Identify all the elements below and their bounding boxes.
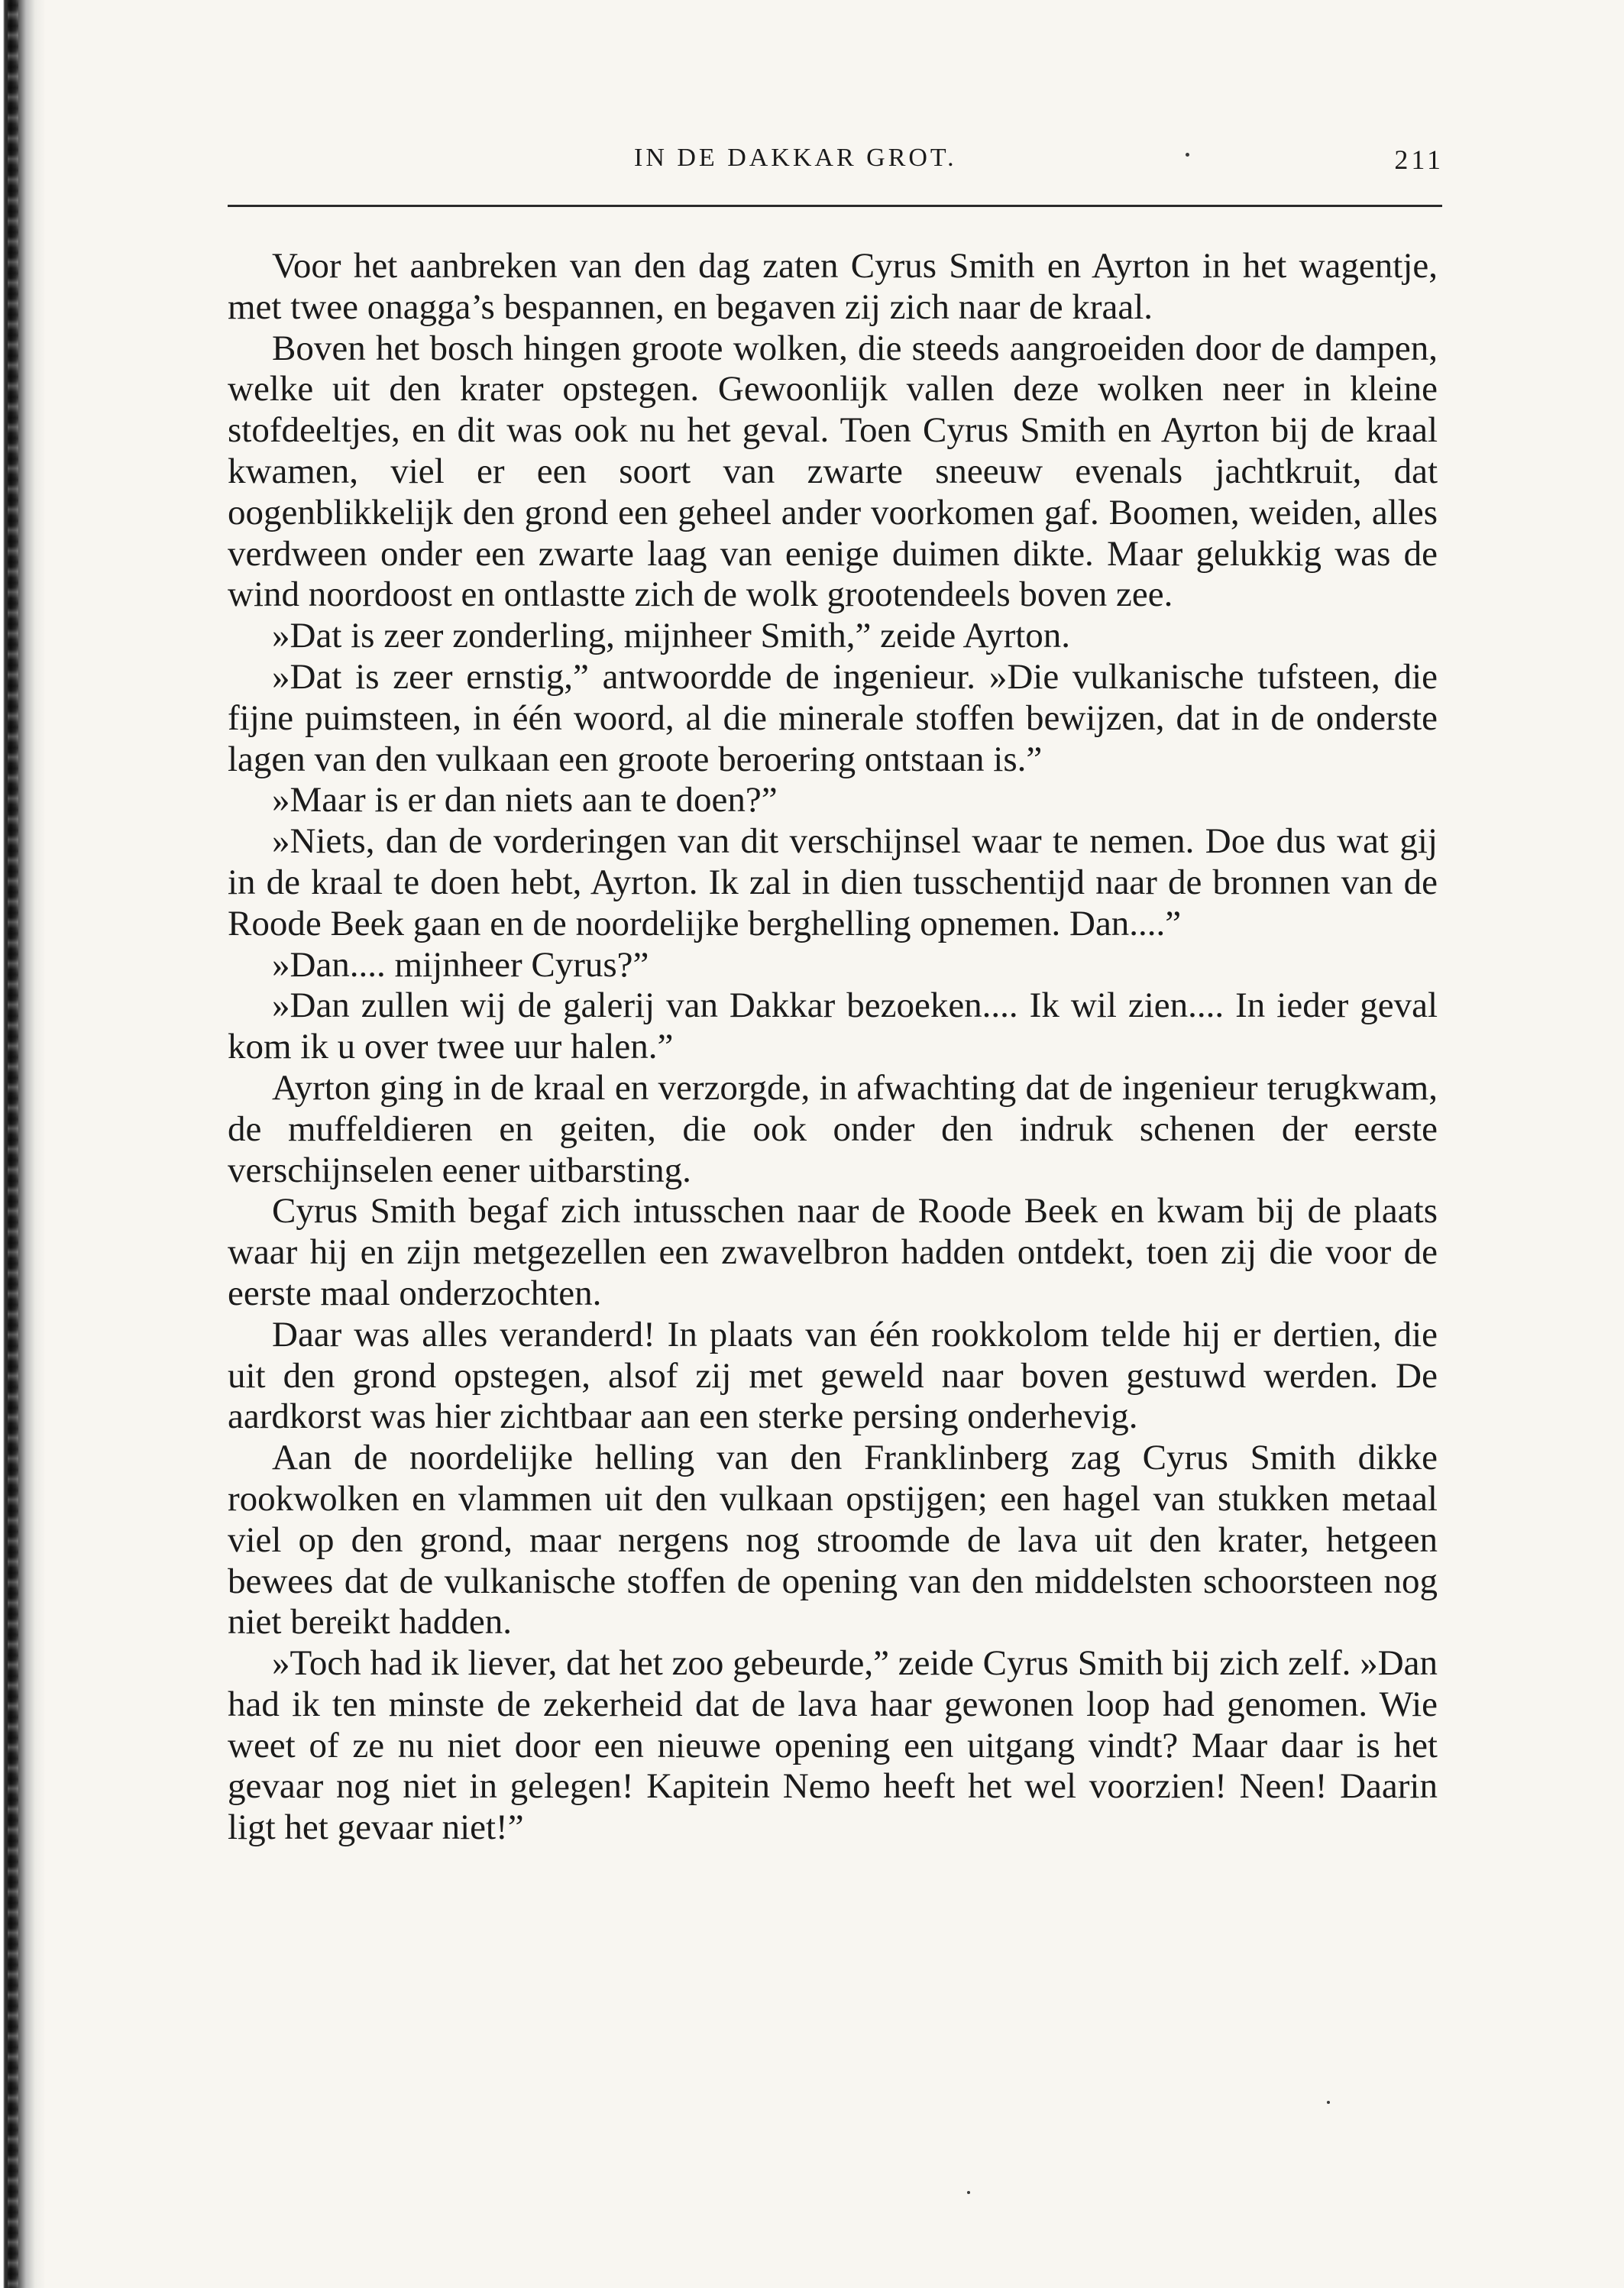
header-rule bbox=[228, 205, 1442, 207]
paragraph: »Niets, dan de vorderingen van dit verschijnsel waar te nemen. Doe dus wat gij in de kraal te doen hebt, Ayrton. Ik zal in dien tusschentijd naar de bronnen van de Roode Beek gaan en de noordelijke berghelling opnemen. Dan....” bbox=[228, 821, 1438, 943]
paragraph: »Maar is er dan niets aan te doen?” bbox=[272, 780, 778, 820]
paragraph: Boven het bosch hingen groote wolken, die steeds aangroeiden door de dampen, welke uit den krater opstegen. Gewoonlijk vallen deze wolken neer in kleine stofdeeltjes, en dit was ook nu het geval. Toen Cyrus Smith en Ayrton bij de kraal kwamen, viel er een soort van zwarte sneeuw evenals jachtkruit, dat oogenblikkelijk den grond een geheel ander voorkomen gaf. Boomen, weiden, alles verdween onder een zwarte laag van eenige duimen dikte. Maar gelukkig was de wind noordoost en ontlastte zich de wolk grootendeels boven zee. bbox=[228, 328, 1438, 615]
paragraph: Aan de noordelijke helling van den Franklinberg zag Cyrus Smith dikke rookwolken en vlammen uit den vulkaan opstijgen; een hagel van stukken metaal viel op den grond, maar nergens nog stroomde de lava uit den krater, hetgeen bewees dat de vulkanische stoffen de opening van den middelsten schoorsteen nog niet bereikt hadden. bbox=[228, 1438, 1438, 1642]
page-header bbox=[229, 144, 1451, 189]
running-head: IN DE DAKKAR GROT. bbox=[634, 144, 957, 172]
paragraph: Cyrus Smith begaf zich intusschen naar de Roode Beek en kwam bij de plaats waar hij en zijn metgezellen een zwavelbron hadden ontdekt, toen zij die voor de eerste maal onderzochten. bbox=[228, 1191, 1438, 1313]
paragraph: Voor het aanbreken van den dag zaten Cyrus Smith en Ayrton in het wagentje, met twee onagga’s bespannen, en begaven zij zich naar de kraal. bbox=[228, 246, 1438, 327]
paragraph: »Dan zullen wij de galerij van Dakkar bezoeken.... Ik wil zien.... In ieder geval kom ik u over twee uur halen.” bbox=[228, 985, 1438, 1067]
body-text bbox=[228, 246, 1438, 1849]
book-binding-shadow bbox=[0, 0, 46, 2288]
paragraph: Daar was alles veranderd! In plaats van één rookkolom telde hij er dertien, die uit den grond opstegen, alsof zij met geweld naar boven gestuwd werden. De aardkorst was hier zichtbaar aan een sterke persing onderhevig. bbox=[228, 1314, 1438, 1437]
print-speck bbox=[967, 2191, 970, 2194]
paragraph: »Dat is zeer zonderling, mijnheer Smith,” zeide Ayrton. bbox=[272, 616, 1071, 656]
print-speck bbox=[1327, 2101, 1330, 2104]
page-number: 211 bbox=[1394, 144, 1444, 175]
paragraph: »Dan.... mijnheer Cyrus?” bbox=[272, 944, 649, 985]
print-speck bbox=[1186, 153, 1189, 157]
paragraph: »Dat is zeer ernstig,” antwoordde de ingenieur. »Die vulkanische tufsteen, die fijne puimsteen, in één woord, al die minerale stoffen bewijzen, dat in de onderste lagen van den vulkaan een groote beroering ontstaan is.” bbox=[228, 656, 1438, 779]
paragraph: »Toch had ik liever, dat het zoo gebeurde,” zeide Cyrus Smith bij zich zelf. »Dan had ik ten minste de zekerheid dat de lava haar gewonen loop had genomen. Wie weet of ze nu niet door een nieuwe opening een uitgang vindt? Maar daar is het gevaar nog niet in gelegen! Kapitein Nemo heeft het wel voorzien! Neen! Daarin ligt het gevaar niet!” bbox=[228, 1643, 1438, 1848]
paragraph: Ayrton ging in de kraal en verzorgde, in afwachting dat de ingenieur terugkwam, de muffeldieren en geiten, die ook onder den indruk schenen der eerste verschijnselen eener uitbarsting. bbox=[228, 1067, 1438, 1190]
